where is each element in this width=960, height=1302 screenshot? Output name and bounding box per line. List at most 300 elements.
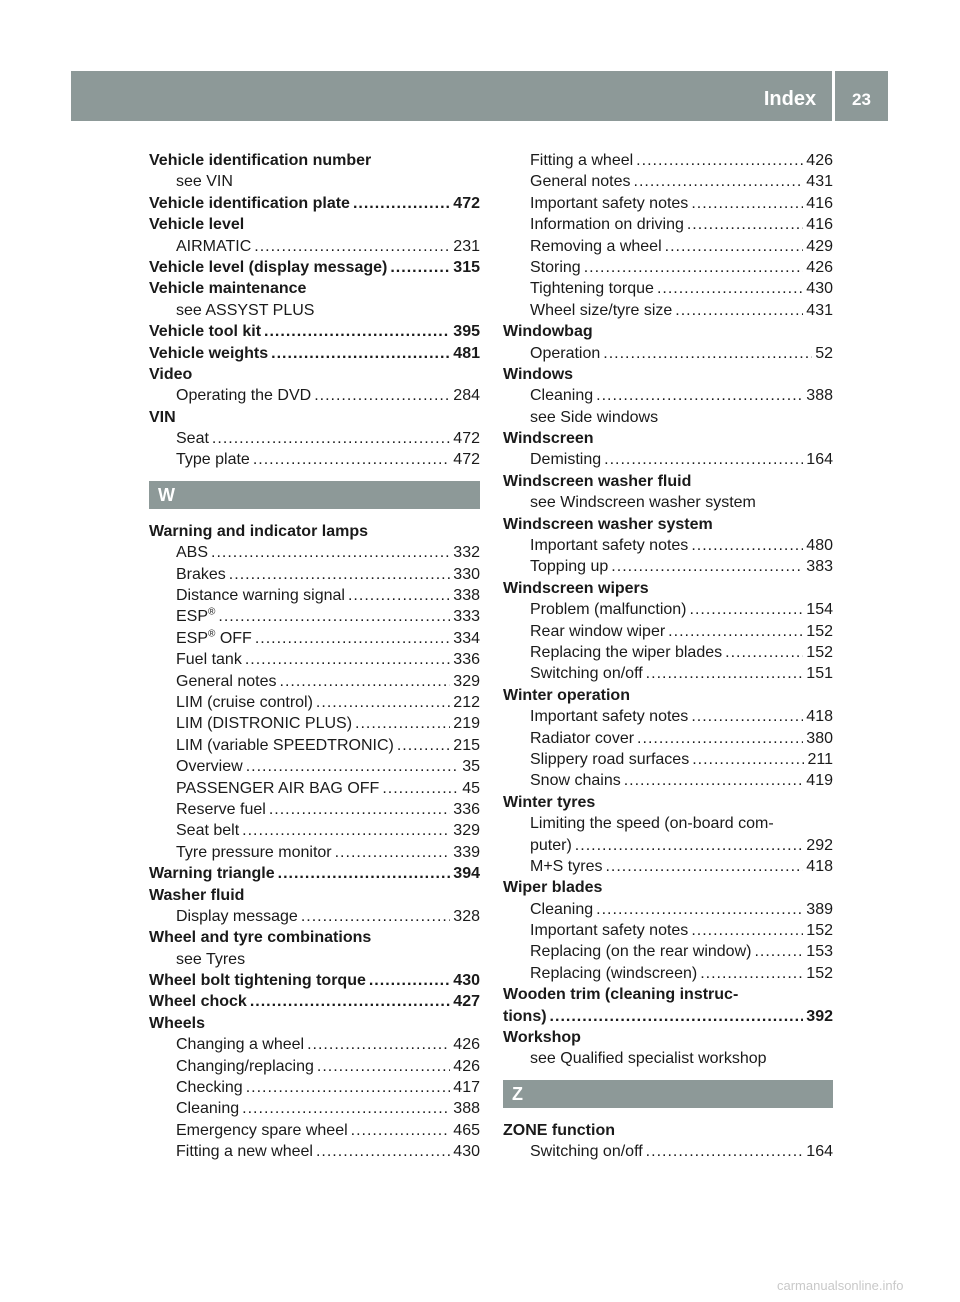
index-subentry [149,385,480,406]
leader-dots [317,1056,450,1077]
page-ref: 418 [806,708,833,726]
page-ref: 416 [806,216,833,234]
leader-dots [657,278,803,299]
entry-label [530,300,672,321]
leader-dots [316,692,450,713]
index-subentry [503,449,833,470]
index-reference: see Tyres [176,950,246,968]
index-subentry [149,1141,480,1162]
index-entry-bold [149,863,480,884]
page-ref: 430 [806,280,833,298]
index-heading: Wheels [149,1014,206,1032]
index-subentry [149,1056,480,1077]
index-heading: ZONE function [503,1121,615,1139]
index-subentry [149,799,480,820]
page-ref: 419 [806,772,833,790]
leader-dots [690,599,804,620]
index-subentry [149,692,480,713]
entry-text: Overview [176,758,243,776]
entry-text: Removing a wheel [530,237,662,255]
leader-dots [634,171,804,192]
entry-label [530,728,634,749]
leader-dots [575,835,804,856]
index-heading: Windscreen washer fluid [503,472,692,490]
entry-text: General notes [176,672,277,690]
index-group-v [149,150,480,471]
entry-label [149,321,261,342]
entry-label [176,1056,314,1077]
index-reference: see VIN [176,173,233,191]
page-ref: 153 [806,943,833,961]
entry-label [149,193,350,214]
entry-label [530,835,572,856]
entry-text: ABS [176,544,209,562]
index-heading: Winter operation [503,686,630,704]
entry-label [530,278,654,299]
leader-dots [605,856,803,877]
entry-label [176,692,313,713]
index-subentry [503,193,833,214]
page-ref: 388 [453,1100,480,1118]
index-heading: Vehicle level [149,216,245,234]
index-subentry [149,1077,480,1098]
page-ref: 383 [806,558,833,576]
leader-dots [307,1034,450,1055]
index-heading: Workshop [503,1029,581,1047]
page-ref: 211 [807,750,833,768]
entry-text: Switching on/off [530,665,643,683]
entry-text: Vehicle level (display message) [149,258,388,276]
leader-dots [691,706,803,727]
left-column [149,150,480,1163]
index-entry-bold [503,1006,833,1027]
watermark: carmanualsonline.info [777,1278,904,1293]
index-subentry [149,671,480,692]
entry-label [176,385,311,406]
index-subentry [503,599,833,620]
entry-text: Radiator cover [530,729,635,747]
leader-dots [611,556,803,577]
entry-text: Vehicle identification plate [149,194,350,212]
page-ref: 426 [453,1057,480,1075]
index-heading: VIN [149,408,176,426]
entry-label [176,799,266,820]
entry-text-tail: OFF [215,629,252,647]
leader-dots [596,385,803,406]
index-subentry [149,649,480,670]
entry-text: Problem (malfunction) [530,601,687,619]
entry-label [176,735,394,756]
index-entry-bold [149,970,480,991]
index-subentry [149,585,480,606]
entry-label [530,941,751,962]
entry-label [530,236,662,257]
entry-label [149,257,387,278]
index-subentry [503,556,833,577]
leader-dots [348,585,450,606]
page-ref: 426 [453,1036,480,1054]
index-subentry [149,906,480,927]
entry-label [176,713,352,734]
index-subentry [149,428,480,449]
page-ref: 416 [806,194,833,212]
entry-label [530,621,665,642]
entry-label [530,749,689,770]
page-ref: 152 [806,643,833,661]
page-ref: 426 [806,152,833,169]
leader-dots [242,1098,450,1119]
page-ref: 431 [806,301,833,319]
leader-dots [211,542,450,563]
index-heading: Winter tyres [503,793,596,811]
index-entry-bold [149,343,480,364]
leader-dots [382,778,459,799]
index-subentry [149,778,480,799]
entry-text: Replacing (on the rear window) [530,943,752,961]
page-ref: 284 [453,387,480,405]
page-ref: 472 [453,451,480,469]
index-heading: Vehicle maintenance [149,280,307,298]
leader-dots [691,920,803,941]
page-ref: 52 [815,344,833,362]
index-subentry [503,899,833,920]
registered-mark: ® [208,628,216,640]
page-ref: 472 [453,430,480,448]
entry-text: Switching on/off [530,1143,643,1161]
letter-heading-w: W [149,481,480,509]
page-ref: 426 [806,258,833,276]
page-ref: 152 [806,622,833,640]
page-ref: 430 [453,1143,480,1161]
entry-label [530,663,643,684]
entry-text: Type plate [176,451,250,469]
entry-text: LIM (cruise control) [176,693,313,711]
index-entry-bold [149,193,480,214]
entry-label [530,920,688,941]
index-subentry [149,1120,480,1141]
index-reference: see Side windows [530,408,659,426]
page-ref: 380 [806,729,833,747]
entry-text: tions) [503,1007,547,1025]
page-ref: 480 [806,537,833,555]
leader-dots [665,236,804,257]
leader-dots [335,842,451,863]
index-group-w-cont [503,150,833,1070]
page-ref: 154 [806,601,833,619]
entry-text: Changing a wheel [176,1036,305,1054]
leader-dots [242,820,450,841]
entry-label [176,778,379,799]
index-heading: Windowbag [503,323,593,341]
leader-dots [301,906,450,927]
index-subentry [503,856,833,877]
index-subentry [503,385,833,406]
entry-text: Wheel bolt tightening torque [149,972,366,990]
entry-label [530,1141,643,1162]
leader-dots [646,663,804,684]
index-heading: Windscreen wipers [503,579,649,597]
leader-dots [725,642,803,663]
entry-label [176,671,277,692]
entry-text: Fitting a new wheel [176,1143,313,1161]
page-ref: 339 [453,843,480,861]
entry-text: Operation [530,344,601,362]
page-ref: 152 [806,922,833,940]
entry-text: Topping up [530,558,609,576]
page-ref: 395 [453,323,480,341]
entry-text: Vehicle weights [149,344,269,362]
entry-label [176,649,242,670]
index-subentry [503,214,833,235]
leader-dots [316,1141,450,1162]
header-bar [71,71,831,121]
leader-dots [754,941,803,962]
entry-text: Changing/replacing [176,1057,314,1075]
page-ref: 427 [453,993,480,1011]
leader-dots [668,621,803,642]
leader-dots [691,193,803,214]
index-heading: Warning and indicator lamps [149,522,368,540]
index-entry-bold [149,257,480,278]
page-ref: 336 [453,800,480,818]
leader-dots [253,449,450,470]
index-heading: Video [149,365,193,383]
index-subentry [503,171,833,192]
entry-text: Brakes [176,565,226,583]
entry-text: Important safety notes [530,194,689,212]
page-ref: 333 [453,608,480,626]
entry-text: Fuel tank [176,651,242,669]
leader-dots [624,770,804,791]
leader-dots [604,449,803,470]
page-ref: 481 [453,344,480,362]
index-group-z [503,1120,833,1163]
entry-text: Information on driving [530,216,684,234]
entry-label [176,1120,348,1141]
entry-text: Reserve fuel [176,800,266,818]
entry-text: Vehicle tool kit [149,323,262,341]
index-subentry [503,535,833,556]
index-subentry [503,963,833,984]
index-subentry [503,941,833,962]
leader-dots [584,257,804,278]
entry-label [530,535,688,556]
leader-dots [351,1120,451,1141]
leader-dots [700,963,803,984]
entry-text: puter) [530,836,572,854]
leader-dots [246,756,460,777]
page-number: 23 [835,71,888,121]
entry-text: Slippery road surfaces [530,750,690,768]
right-column [503,150,833,1163]
entry-text: ESP [176,608,209,626]
entry-label [149,863,275,884]
index-subentry [503,835,833,856]
entry-text: Important safety notes [530,537,689,555]
index-heading: Windscreen washer system [503,515,713,533]
index-subentry [503,642,833,663]
page-ref: 389 [806,900,833,918]
entry-text: AIRMATIC [176,237,252,255]
entry-text: Rear window wiper [530,622,666,640]
entry-text: Wheel size/tyre size [530,301,673,319]
index-subentry [149,236,480,257]
header-title: Index [748,71,832,121]
entry-text: Replacing (windscreen) [530,964,698,982]
entry-label [149,343,268,364]
entry-text: Cleaning [530,387,594,405]
page-ref: 418 [806,857,833,875]
index-subentry [149,1034,480,1055]
entry-label [530,770,621,791]
leader-dots [687,214,803,235]
leader-dots [390,257,450,278]
entry-label [530,171,631,192]
index-entry-bold [149,991,480,1012]
leader-dots [246,1077,451,1098]
entry-label [530,963,697,984]
page-ref: 215 [453,736,480,754]
leader-dots [212,428,450,449]
entry-label [530,449,601,470]
index-heading: Washer fluid [149,886,245,904]
index-subentry [503,749,833,770]
entry-text: General notes [530,173,631,191]
entry-text: Emergency spare wheel [176,1121,348,1139]
entry-text: ESP [176,629,209,647]
entry-label [176,1141,313,1162]
page-ref: 164 [806,451,833,469]
index-heading: Wiper blades [503,879,603,897]
index-entry-bold [149,321,480,342]
index-reference: see Windscreen washer system [530,494,756,512]
entry-text: LIM (variable SPEEDTRONIC) [176,736,394,754]
page-ref: 328 [453,907,480,925]
index-subentry [503,1141,833,1162]
index-subentry [149,564,480,585]
entry-label [503,1006,547,1027]
leader-dots [254,236,450,257]
page-ref: 45 [462,779,480,797]
entry-text: Replacing the wiper blades [530,643,723,661]
index-heading: Windscreen [503,430,594,448]
index-subentry [149,542,480,563]
leader-dots [218,606,450,627]
page-ref: 212 [453,693,480,711]
page-ref: 417 [453,1079,480,1097]
page-ref: 392 [806,1007,833,1025]
entry-text: Seat belt [176,822,240,840]
leader-dots [278,863,451,884]
entry-text: Fitting a wheel [530,152,634,169]
page-ref: 334 [453,629,480,647]
entry-label [149,970,366,991]
leader-dots [603,343,812,364]
entry-label [530,257,581,278]
entry-text: PASSENGER AIR BAG OFF [176,779,380,797]
entry-text: Display message [176,907,298,925]
entry-label [176,1098,239,1119]
entry-label [176,628,252,649]
index-subentry [503,621,833,642]
index-subentry [149,735,480,756]
entry-text: Important safety notes [530,922,689,940]
leader-dots [264,321,450,342]
entry-text: Snow chains [530,772,621,790]
index-subentry [503,343,833,364]
entry-text: Operating the DVD [176,387,312,405]
entry-text: Seat [176,430,209,448]
index-subentry [149,449,480,470]
entry-text: Tyre pressure monitor [176,843,332,861]
leader-dots [550,1006,804,1027]
index-heading: Windows [503,365,574,383]
entry-label [530,899,593,920]
leader-dots [271,343,450,364]
leader-dots [250,991,450,1012]
entry-label [530,706,688,727]
entry-label [530,556,608,577]
page-ref: 329 [453,672,480,690]
entry-label [176,606,215,627]
entry-label [176,906,298,927]
leader-dots [636,150,803,171]
entry-text: Checking [176,1079,243,1097]
entry-text: Tightening torque [530,280,654,298]
entry-text: Storing [530,258,581,276]
index-subentry [149,713,480,734]
index-subentry [503,236,833,257]
entry-label [530,599,687,620]
entry-text: Important safety notes [530,708,689,726]
index-reference: see Qualified specialist workshop [530,1050,767,1068]
page-ref: 231 [453,237,480,255]
entry-label [176,1077,243,1098]
index-subentry [149,1098,480,1119]
index-heading: Wooden trim (cleaning instruc- [503,986,739,1004]
leader-dots [255,628,450,649]
entry-text: M+S tyres [530,857,603,875]
index-subentry [503,300,833,321]
entry-label [176,542,208,563]
entry-label [176,820,239,841]
page-ref: 219 [453,715,480,733]
entry-label [530,385,593,406]
index-heading: Wheel and tyre combinations [149,929,372,947]
page-ref: 332 [453,544,480,562]
leader-dots [229,564,451,585]
registered-mark: ® [208,607,216,619]
index-subentry [503,770,833,791]
entry-label [176,1034,304,1055]
entry-label [530,856,602,877]
page-ref: 35 [462,758,480,776]
index-subentry [149,606,480,627]
leader-dots [637,728,803,749]
index-subentry [503,150,833,171]
index-reference: Limiting the speed (on-board com- [530,815,774,833]
page-ref: 164 [806,1143,833,1161]
page-ref: 431 [806,173,833,191]
page-ref: 329 [453,822,480,840]
leader-dots [675,300,803,321]
entry-text: LIM (DISTRONIC PLUS) [176,715,353,733]
page-ref: 151 [806,665,833,683]
entry-text: Cleaning [176,1100,240,1118]
leader-dots [397,735,450,756]
page-ref: 336 [453,651,480,669]
page-ref: 430 [453,972,480,990]
